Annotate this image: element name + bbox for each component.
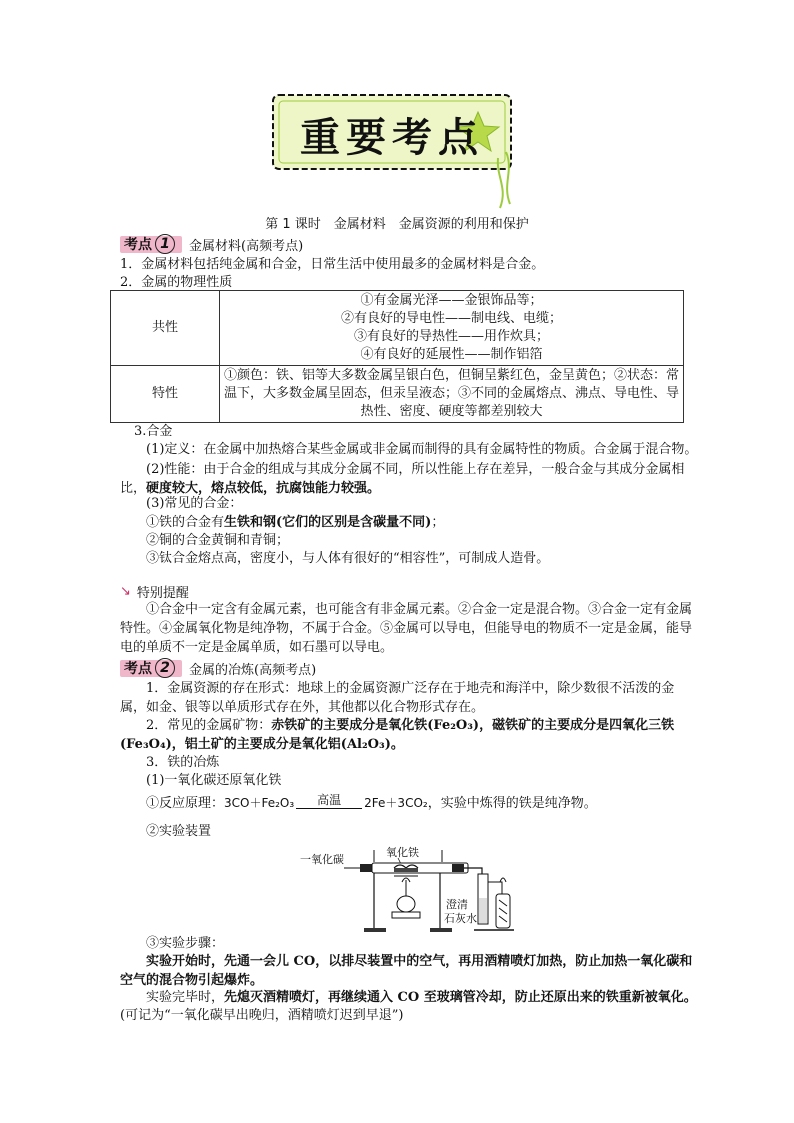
row1-line: ①有金属光泽——金银饰品等； (360, 293, 543, 308)
lesson-title: 第 1 课时 金属材料 金属资源的利用和保护 (265, 217, 529, 232)
eq-left: 3CO＋Fe₂O₃ (224, 796, 295, 810)
co-label: 一氧化碳 (300, 853, 344, 866)
tip-heading (120, 582, 189, 601)
apparatus-label: ②实验装置 (146, 824, 212, 839)
stopper-icon (360, 864, 372, 872)
table-row (111, 366, 684, 423)
limewater-label-2: 石灰水 (444, 912, 477, 925)
fe2o3-label: 氧化铁 (386, 846, 419, 859)
alloy-common-2: ②铜的合金黄铜和青铜； (146, 533, 290, 548)
sec2-line4: (1)一氧化碳还原氧化铁 (146, 773, 282, 788)
step-2: 实验完毕时，先熄灭酒精喷灯，再继续通入 CO 至玻璃管冷却，防止还原出来的铁重新被氧化。 (146, 990, 697, 1005)
kaodian-1-label: 金属材料(高频考点) (189, 238, 304, 254)
kaodian-2-number: 2 (155, 658, 175, 678)
row1-head: 共性 (111, 291, 220, 366)
alloy-title: 3.合金 (134, 424, 173, 439)
sec2-para2: 2．常见的金属矿物：赤铁矿的主要成分是氧化铁(Fe₂O₃)，磁铁矿的主要成分是四氧化三铁(Fe₃O₄)，铝土矿的主要成分是氧化铝(Al₂O₃)。 (120, 718, 675, 752)
badge-title: 重要考点 (300, 115, 484, 161)
alloy-common-1: ①铁的合金有生铁和钢(它们的区别是含碳量不同)； (146, 515, 445, 530)
sec1-line1: 1．金属材料包括纯金属和合金，日常生活中使用最多的金属材料是合金。 (120, 257, 545, 272)
row1-line: ②有良好的导电性——制电线、电缆； (340, 311, 562, 326)
step-3: (可记为“一氧化碳早出晚归，酒精喷灯迟到早退”) (120, 1008, 404, 1023)
eq-condition: 高温 (296, 793, 362, 811)
alloy-property: (2)性能：由于合金的组成与其成分金属不同，所以性能上存在差异，一般合金与其成分金属相比，硬度较大，熔点较低，抗腐蚀能力较强。 (120, 462, 685, 496)
sec1-line2: 2．金属的物理性质 (120, 275, 233, 290)
kaodian-2-tag: 考点 2 (120, 658, 175, 678)
tip-title: 特别提醒 (136, 586, 189, 601)
steps-label: ③实验步骤： (146, 936, 225, 951)
sec2-line3: 3．铁的冶炼 (146, 755, 220, 770)
alloy-definition: (1)定义：在金属中加热熔合某些金属或非金属而制得的具有金属特性的物质。合金属于混合物。 (146, 442, 698, 457)
limewater-label-1: 澄清 (446, 898, 468, 911)
arrow-icon: ↘ (120, 584, 131, 599)
row2-content: ①颜色：铁、铝等大多数金属呈银白色，但铜呈紫红色，金呈黄色；②状态：常温下，大多数金属呈固态，但汞呈液态；③不同的金属熔点、沸点、导电性、导热性、密度、硬度等都差别较大 (220, 366, 684, 423)
reaction-equation: ①反应原理： 3CO＋Fe₂O₃ 高温 2Fe＋3CO₂ ，实验中炼得的铁是纯净物。 (146, 793, 597, 811)
header-badge (270, 92, 524, 174)
apparatus-diagram (298, 842, 528, 934)
alcohol-lamp-icon (397, 896, 415, 912)
row1-line: ④有良好的延展性——制作铝箔 (360, 347, 543, 362)
metal-properties-table (110, 290, 684, 423)
eq-right: 2Fe＋3CO₂ (364, 796, 428, 810)
kaodian-2-heading (120, 658, 316, 678)
step-1: 实验开始时，先通一会儿 CO，以排尽装置中的空气，再用酒精喷灯加热，防止加热一氧化碳和空气的混合物引起爆炸。 (120, 954, 693, 988)
alloy-common: (3)常见的合金： (146, 496, 243, 511)
kaodian-1-heading (120, 234, 303, 254)
kaodian-1-tag: 考点 1 (120, 234, 175, 254)
kaodian-1-number: 1 (155, 234, 175, 254)
row1-content (220, 291, 684, 366)
row2-head: 特性 (111, 366, 220, 423)
row1-line: ③有良好的导热性——用作炊具； (353, 329, 549, 344)
kaodian-2-label: 金属的冶炼(高频考点) (189, 662, 317, 678)
tip-text: ①合金中一定含有金属元素，也可能含有非金属元素。②合金一定是混合物。③合金一定有金属特性。④金属氧化物是纯净物，不属于合金。⑤金属可以导电，但能导电的物质不一定是金属，能导电的单质不一定是金属单质，如石墨可以导电。 (120, 602, 693, 655)
sec2-para1: 1．金属资源的存在形式：地球上的金属资源广泛存在于地壳和海洋中，除少数很不活泼的金属，如金、银等以单质形式存在外，其他都以化合物形式存在。 (120, 681, 675, 715)
alloy-common-3: ③钛合金熔点高，密度小，与人体有很好的“相容性”，可制成人造骨。 (146, 551, 550, 566)
table-row (111, 291, 684, 366)
